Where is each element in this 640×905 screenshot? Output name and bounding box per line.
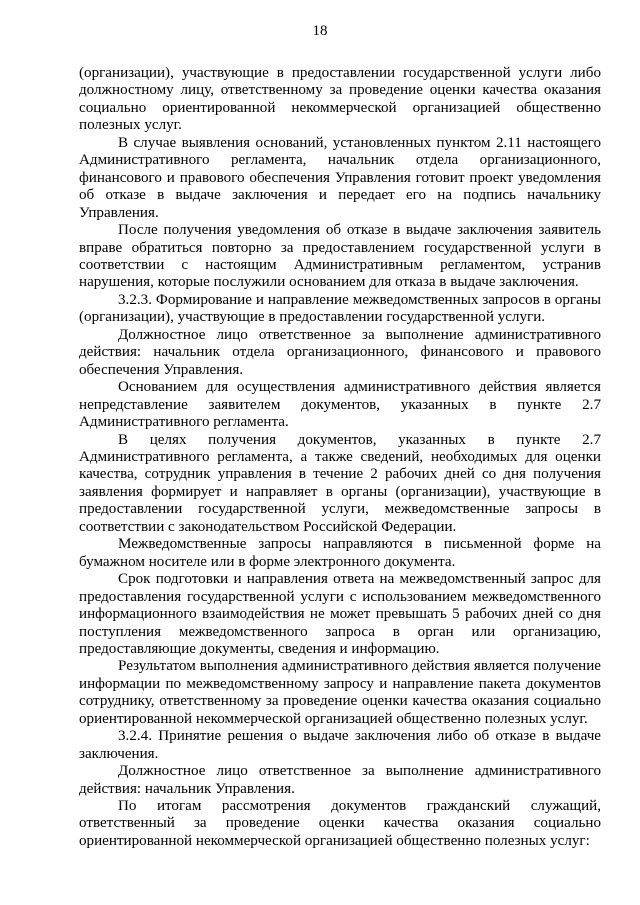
paragraph: В случае выявления оснований, установленных пунктом 2.11 настоящего Административного регламента, начальник отдела организационного, финансового и правового обеспечения Управления готовит проект уведомления об отказе в выдаче заключения и передает его на подпись начальнику Управления. bbox=[79, 134, 601, 221]
paragraph: (организации), участвующие в предоставлении государственной услуги либо должностному лицу, ответственному за проведение оценки качества оказания социально ориентированной некоммерческой организацией общественно полезных услуг. bbox=[79, 65, 601, 134]
paragraph: Должностное лицо ответственное за выполнение административного действия: начальник Управления. bbox=[79, 763, 601, 797]
paragraph: Должностное лицо ответственное за выполнение административного действия: начальник отдела организационного, финансового и правового обеспечения Управления. bbox=[79, 326, 601, 378]
section-heading-3-2-3: 3.2.3. Формирование и направление межведомственных запросов в органы (организации), участвующие в предоставлении государственной услуги. bbox=[79, 291, 601, 326]
paragraph: Результатом выполнения административного действия является получение информации по межведомственному запросу и направление пакета документов сотруднику, ответственному за проведение оценки качества оказания социально ориентированной некоммерческой организацией общественно полезных услуг. bbox=[79, 658, 601, 727]
paragraph: Межведомственные запросы направляются в письменной форме на бумажном носителе или в форме электронного документа. bbox=[79, 536, 601, 570]
section-heading-3-2-4: 3.2.4. Принятие решения о выдаче заключения либо об отказе в выдаче заключения. bbox=[79, 728, 601, 762]
paragraph: Срок подготовки и направления ответа на межведомственный запрос для предоставления государственной услуги с использованием межведомственного информационного взаимодействия не может превышать 5 рабочих дней со дня поступления межведомственного запроса в орган или организацию, предоставляющие документы, сведения и информацию. bbox=[79, 571, 601, 657]
paragraph: После получения уведомления об отказе в выдаче заключения заявитель вправе обратиться повторно за предоставлением государственной услуги в соответствии с настоящим Административным регламентом, устранив нарушения, которые послужили основанием для отказа в выдаче заключения. bbox=[79, 222, 601, 291]
page-number: 18 bbox=[312, 23, 328, 39]
paragraph: По итогам рассмотрения документов гражданский служащий, ответственный за проведение оценки качества оказания социально ориентированной некоммерческой организацией общественно полезных услуг: bbox=[79, 798, 601, 849]
paragraph: Основанием для осуществления административного действия является непредставление заявителем документов, указанных в пункте 2.7 Административного регламента. bbox=[79, 379, 601, 431]
paragraph: В целях получения документов, указанных в пункте 2.7 Административного регламента, а также сведений, необходимых для оценки качества, сотрудник управления в течение 2 рабочих дней со дня получения заявления формирует и направляет в органы (организации), участвующие в предоставлении государственной услуги, межведомственные запросы в соответствии с законодательством Российской Федерации. bbox=[79, 431, 601, 535]
document-body bbox=[79, 65, 601, 850]
